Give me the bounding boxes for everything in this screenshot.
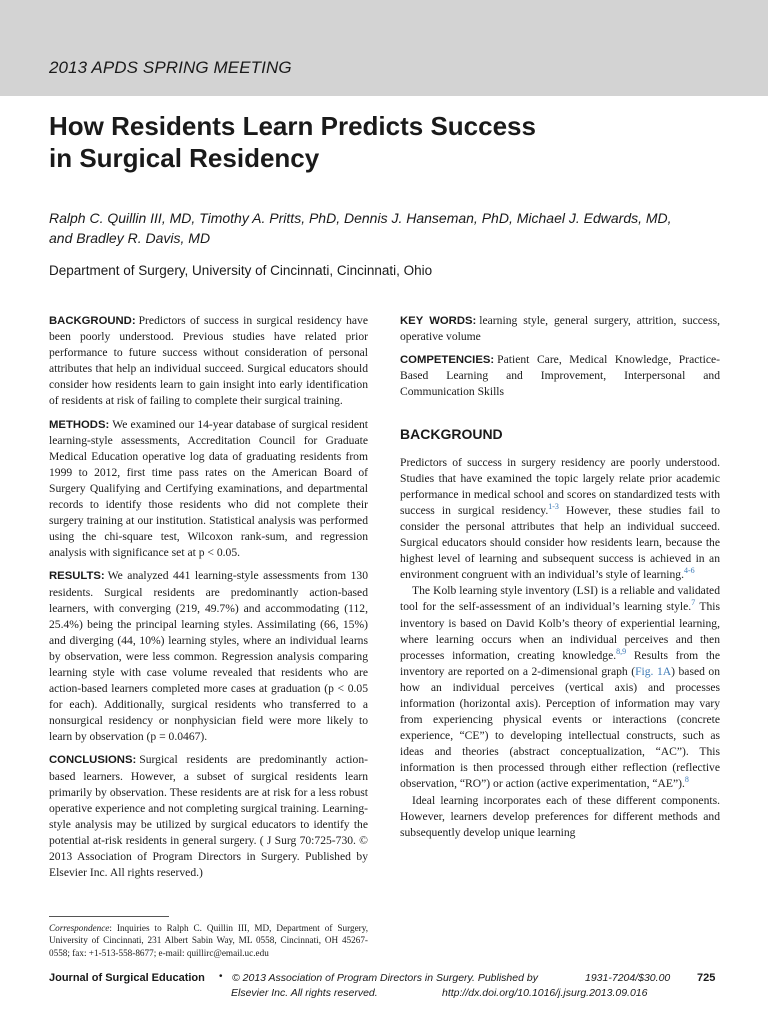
- citation-link[interactable]: 8,9: [616, 646, 627, 656]
- competencies-text: Patient Care, Medical Knowledge, Practice-Based Learning and Improvement, Interpersonal and Communication Skills: [400, 353, 720, 399]
- competencies: [400, 352, 720, 400]
- paragraph-text: The Kolb learning style inventory (LSI) is a reliable and validated tool for the self-assessment of an individual’s learning style.: [400, 584, 720, 614]
- abstract-left-column: [49, 313, 368, 888]
- citation-link[interactable]: 1-3: [548, 501, 559, 511]
- paragraph-text: ) based on how an individual perceives (vertical axis) and processes information (horizontal axis). Perception of information may vary from experiencing physical events or interactions (concrete experience, “CE”) to developing intellectual constructs, such as ideas and theories (abstract conceptualization, “AC”). This information is then processed through either reflection (reflective observation, “RO”) or action (active experimentation, “AE”).: [400, 664, 721, 791]
- footer-copyright: © 2013 Association of Program Directors in Surgery. Published by: [232, 972, 538, 984]
- authors-line-2: and Bradley R. Davis, MD: [49, 230, 211, 246]
- abstract-methods-label: METHODS:: [49, 418, 110, 431]
- keywords-label: KEY WORDS:: [400, 315, 477, 327]
- correspondence-footnote: [49, 922, 368, 959]
- citation-link[interactable]: 4-6: [683, 566, 695, 576]
- abstract-results-label: RESULTS:: [49, 570, 105, 583]
- right-column: [400, 313, 720, 841]
- abstract-methods: [49, 417, 368, 562]
- page-number: 725: [697, 972, 716, 984]
- authors-line-1: Ralph C. Quillin III, MD, Timothy A. Pritts, PhD, Dennis J. Hanseman, PhD, Michael J. Edwards, MD,: [49, 210, 672, 226]
- doi-link[interactable]: http://dx.doi.org/10.1016/j.jsurg.2013.09.016: [442, 987, 648, 999]
- abstract-results-text: We analyzed 441 learning-style assessments from 130 residents. Surgical residents are predominantly action-based learners, with converging (219, 49.7%) and accommodating (112, 25.4%) being the principal learning styles. Assimilating (66, 15%) and diverging (44, 10%) learning styles, where an individual learns by observation, were less common. Regression analysis comparing learning style with case volume revealed that residents who are action-based learners completed more cases at graduation (p < 0.05 for each). Additionally, surgical residents who transferred to a nonsurgical residency or nonphysician field were more likely to learn by observation (p = 0.0467).: [49, 569, 368, 744]
- title-line-2: in Surgical Residency: [49, 143, 320, 173]
- background-paragraph-3: Ideal learning incorporates each of these different components. However, learners develop preferences for different methods and subsequently develop unique learning: [400, 793, 720, 839]
- footnote-label: Correspondence: [49, 923, 110, 933]
- affiliation: Department of Surgery, University of Cincinnati, Cincinnati, Ohio: [49, 263, 433, 278]
- meeting-banner: [0, 0, 768, 96]
- abstract-background: [49, 313, 368, 410]
- journal-name: Journal of Surgical Education: [49, 972, 205, 984]
- abstract-results: [49, 568, 368, 745]
- section-heading-background: BACKGROUND: [400, 426, 503, 443]
- figure-link[interactable]: Fig. 1A: [635, 664, 672, 678]
- article-title: [49, 110, 729, 174]
- abstract-conclusions-label: CONCLUSIONS:: [49, 754, 137, 767]
- abstract-conclusions: [49, 752, 368, 881]
- competencies-label: COMPETENCIES:: [400, 354, 495, 367]
- banner-label: 2013 APDS SPRING MEETING: [49, 58, 292, 77]
- abstract-conclusions-text: Surgical residents are predominantly action-based learners. However, a subset of surgical residents learn primarily by observation. These residents are at risk for a less robust operative experience and not completing surgical training. Learning-style analysis may be utilized by surgical educators to identify the potential at-risk residents in general surgery. ( J Surg 70:725-730. © 2013 Association of Program Directors in Surgery. Published by Elsevier Inc. All rights reserved.): [49, 753, 368, 880]
- background-paragraph-2: [400, 583, 720, 792]
- footnote-divider: [49, 916, 169, 917]
- page-footer: [49, 972, 729, 1002]
- citation-link[interactable]: 7: [691, 598, 696, 608]
- paragraph-text: Predictors of success in surgery residency are poorly understood. Studies that have examined the topic largely relate prior academic performance in medical school and scores on standardized tests with success in surgical residency.: [400, 455, 720, 517]
- keywords-text: learning style, general surgery, attrition, success, operative volume: [400, 314, 720, 344]
- issn-price: 1931-7204/$30.00: [585, 972, 671, 984]
- abstract-methods-text: We examined our 14-year database of surgical resident learning-style assessments, Accreditation Council for Graduate Medical Education operative log data of graduating residents from 1999 to 2012, first time pass rates on the American Board of Surgery Qualifying and Certifying examinations, and departmental records to identify those residents who did not complete their surgery training at our institution. Statistical analysis was performed using the chi-square test, Wilcoxon rank-sum, and regression analysis with significance set at p < 0.05.: [49, 417, 368, 560]
- abstract-background-text: Predictors of success in surgical residency have been poorly understood. Previous studies have related prior performance to future success without consideration of personal attributes that help an individual succeed. Surgical educators should consider how residents learn to gain insight into early identification of residents at risk of failing to complete their surgical training.: [49, 314, 368, 408]
- paragraph-text: Results from the inventory are reported on a 2-dimensional graph (: [400, 648, 720, 678]
- background-paragraph-1: [400, 455, 720, 584]
- paragraph-text: This inventory is based on David Kolb’s theory of experiential learning, where learning occurs when an individual perceives and then processes information, creating knowledge.: [400, 600, 720, 662]
- citation-link[interactable]: 8: [684, 775, 689, 785]
- abstract-background-label: BACKGROUND:: [49, 315, 136, 327]
- title-line-1: How Residents Learn Predicts Success: [49, 111, 536, 141]
- keywords: [400, 313, 720, 345]
- paragraph-text: However, these studies fail to consider the personal attributes that help an individual succeed. Surgical educators should consider how residents learn, because the highest level of learning and subsequent success is achieved in an environment congruent with an individual’s style of learning.: [400, 503, 720, 582]
- footer-copyright-line-2: Elsevier Inc. All rights reserved.: [231, 987, 378, 999]
- author-list: [49, 208, 729, 248]
- footer-bullet: •: [219, 971, 223, 982]
- footnote-text: : Inquiries to Ralph C. Quillin III, MD, Department of Surgery, University of Cincinnati, 231 Albert Sabin Way, ML 0558, Cincinnati, OH 45267-0558; fax: +1-513-558-8677; e-mail: quillirc@email.uc.edu: [49, 923, 368, 958]
